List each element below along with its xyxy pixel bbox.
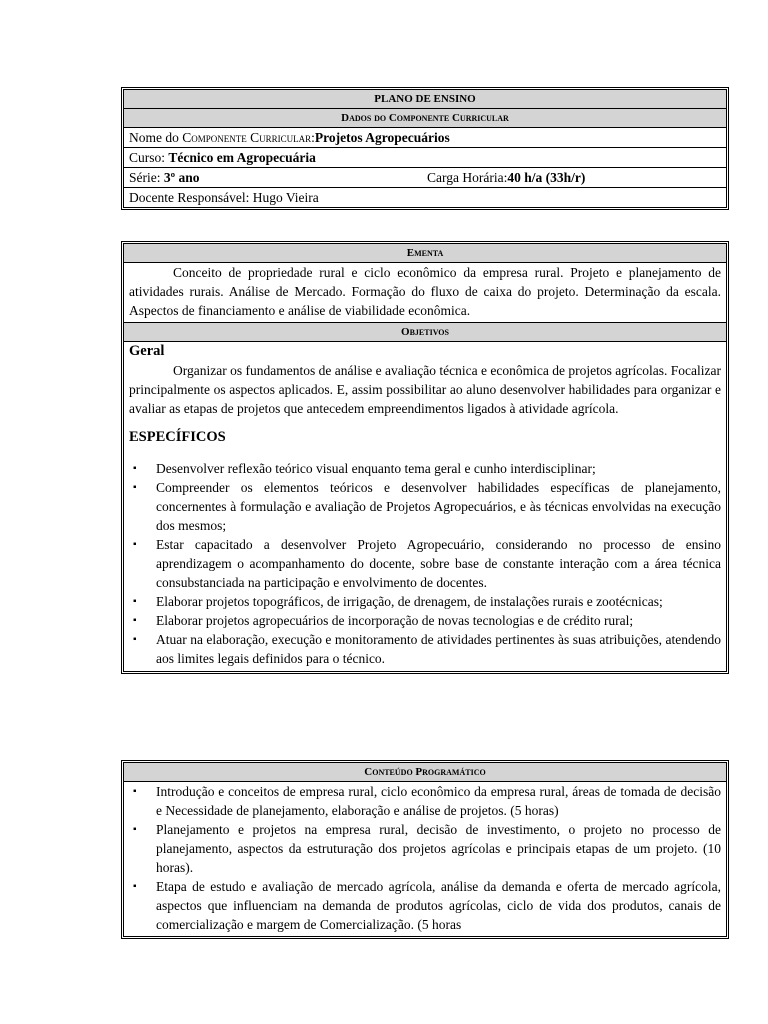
curso-label: Curso: [129,150,169,165]
especificos-list [129,459,721,668]
componente-value: Projetos Agropecuários [314,130,450,145]
conteudo-title: Conteúdo Programático [124,763,726,782]
conteudo-table [121,760,729,939]
list-item: ▪ Planejamento e projetos na empresa rural, decisão de investimento, o projeto no processo de planejamento, aspectos da estruturação dos projetos agrícolas e principais etapas de um projeto. (10 horas). [133,822,721,875]
ementa-text: Conceito de propriedade rural e ciclo econômico da empresa rural. Projeto e planejamento de atividades rurais. Análise de Mercado. Formação do fluxo de caixa do projeto. Determinação da escala. Aspectos de financiamento e análise de viabilidade econômica. [124,263,726,323]
bullet-icon: ▪ [133,539,137,550]
docente-row: Docente Responsável: Hugo Vieira [129,190,319,205]
componente-label-sc: Componente Curricular [182,130,312,145]
conteudo-body [124,782,726,936]
bullet-icon: ▪ [133,482,137,493]
bullet-icon: ▪ [133,786,137,797]
carga-cell [427,168,585,187]
list-item: ▪ Elaborar projetos agropecuários de incorporação de novas tecnologias e de crédito rural; [133,613,634,628]
bullet-icon: ▪ [133,596,137,607]
componente-colon: : [311,130,315,145]
bullet-icon: ▪ [133,634,137,645]
curso-row [124,148,726,168]
bullet-icon: ▪ [133,463,137,474]
ementa-title: Ementa [124,244,726,263]
objetivos-body [124,342,726,671]
objetivos-title: Objetivos [124,323,726,342]
curso-value: Técnico em Agropecuária [168,150,316,165]
serie-value: 3º ano [163,170,200,185]
serie-cell [129,168,427,187]
bullet-icon: ▪ [133,881,137,892]
conteudo-list [129,782,721,934]
especificos-label: ESPECÍFICOS [129,429,226,445]
dados-table [121,87,729,210]
plano-title: PLANO DE ENSINO [124,90,726,109]
dados-subtitle: Dados do Componente Curricular [124,109,726,128]
list-item: ▪ Atuar na elaboração, execução e monitoramento de atividades pertinentes às suas atribuições, atendendo aos limites legais definidos para o técnico. [133,632,721,666]
componente-label: Nome do [129,130,183,145]
componente-row [124,128,726,148]
serie-row [124,168,726,188]
carga-label: Carga Horária: [427,170,508,185]
geral-text: Organizar os fundamentos de análise e avaliação técnica e econômica de projetos agrícolas. Focalizar principalmente os aspectos aplicados. E, assim possibilitar ao aluno desenvolver habilidades para organizar e avaliar as etapas de projetos que antecedem empreendimentos ligados à atividade agrícola. [129,363,721,416]
list-item: ▪ Estar capacitado a desenvolver Projeto Agropecuário, considerando no processo de ensino aprendizagem o acompanhamento do docente, sobre base de constante interação com a área técnica consubstanciada na participação e envolvimento de docentes. [133,537,721,590]
bullet-icon: ▪ [133,824,137,835]
carga-value: 40 h/a (33h/r) [507,170,586,185]
list-item: ▪ Elaborar projetos topográficos, de irrigação, de drenagem, de instalações rurais e zootécnicas; [133,594,663,609]
serie-label: Série: [129,170,164,185]
ementa-objetivos-table [121,241,729,674]
list-item: ▪ Etapa de estudo e avaliação de mercado agrícola, análise da demanda e oferta de mercado agrícola, aspectos que influenciam na demanda de produtos agrícolas, ciclo de vida dos produtos, canais de comercialização e margem de Comercialização. (5 horas [133,879,721,932]
geral-label: Geral [129,343,165,359]
list-item: ▪ Introdução e conceitos de empresa rural, ciclo econômico da empresa rural, áreas de tomada de decisão e Necessidade de planejamento, elaboração e análise de projetos. (5 horas) [133,784,721,818]
list-item: ▪ Desenvolver reflexão teórico visual enquanto tema geral e cunho interdisciplinar; [133,461,596,476]
list-item: ▪ Compreender os elementos teóricos e desenvolver habilidades específicas de planejamento, concernentes à formulação e avaliação de Projetos Agropecuários, e às técnicas envolvidas na execução dos mesmos; [133,480,721,533]
bullet-icon: ▪ [133,615,137,626]
